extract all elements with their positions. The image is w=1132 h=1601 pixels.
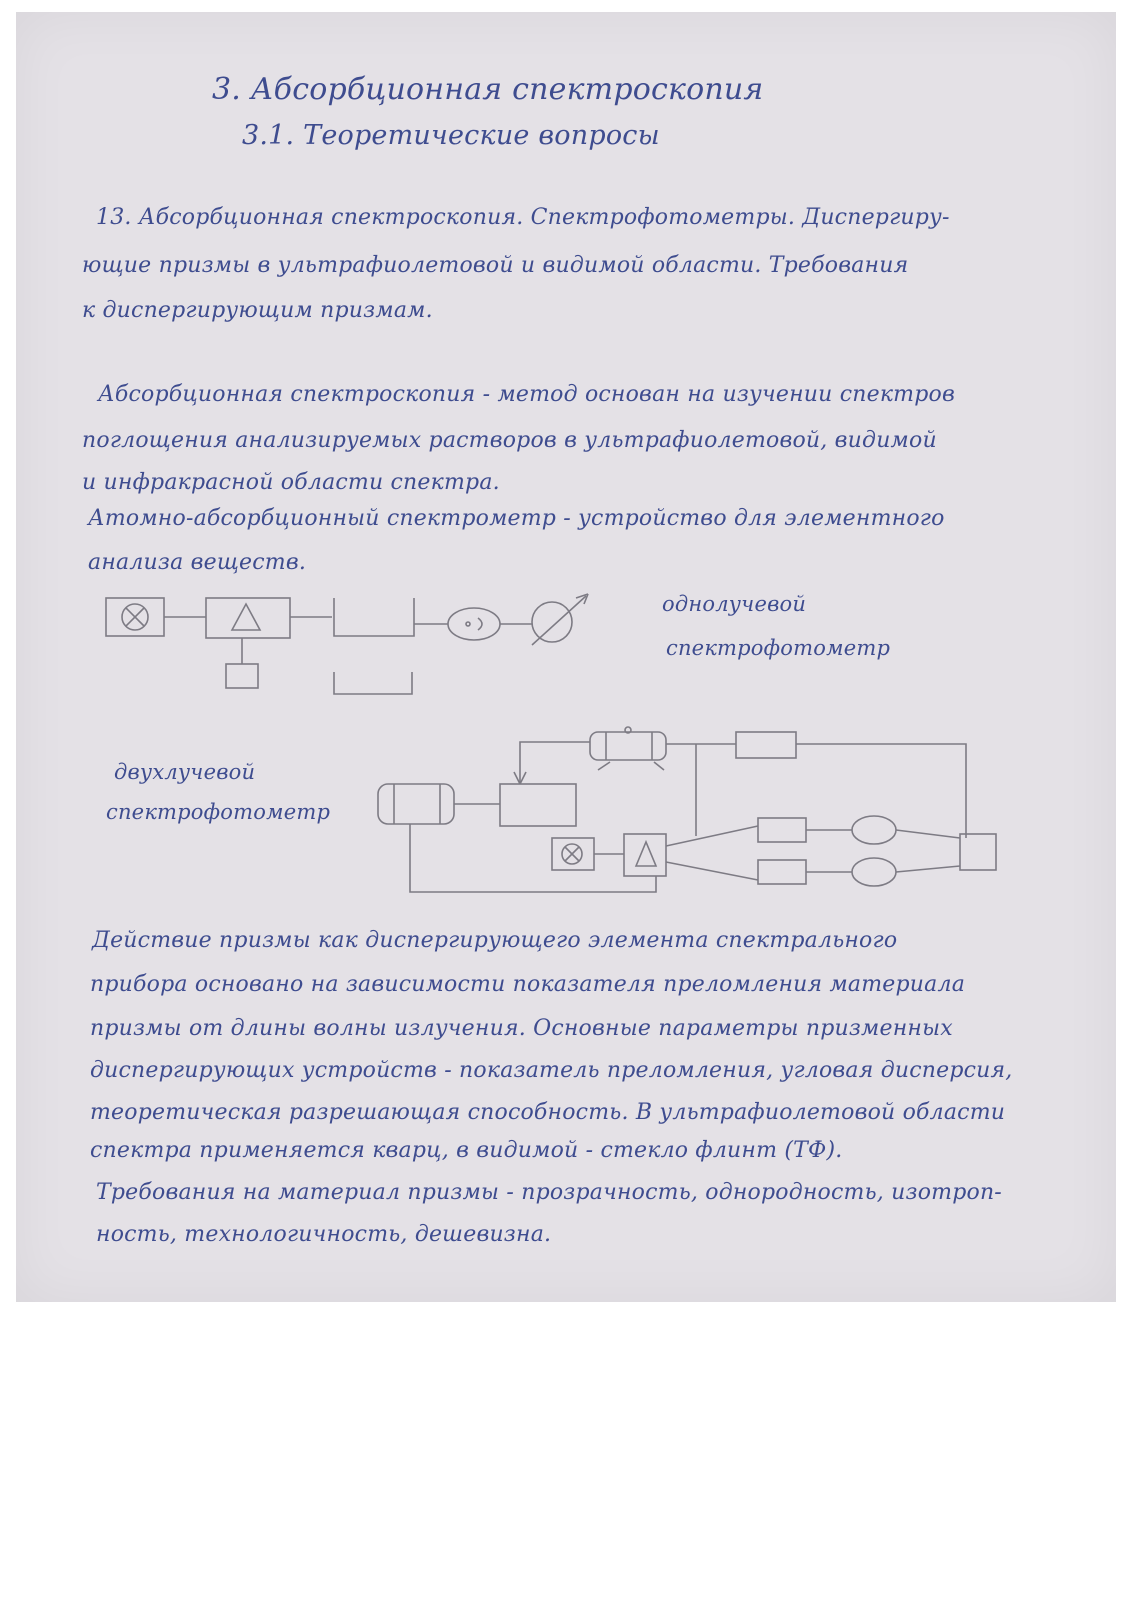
single-beam-label: однолучевой <box>662 592 807 616</box>
monochromator-icon <box>206 598 290 638</box>
answer-line: ность, технологичность, дешевизна. <box>96 1222 552 1247</box>
single-beam-diagram <box>106 594 588 694</box>
cuvette-icon <box>334 598 414 636</box>
sample-cuvette-icon <box>758 818 806 842</box>
answer-line: и инфракрасной области спектра. <box>82 470 500 495</box>
answer-line: поглощения анализируемых растворов в ультрафиолетовой, видимой <box>82 428 937 453</box>
reference-cuvette-icon <box>334 672 412 694</box>
answer-line: спектра применяется кварц, в видимой - стекло флинт (ТФ). <box>90 1138 843 1163</box>
servo-icon <box>736 732 796 758</box>
answer-line: Требования на материал призмы - прозрачность, однородность, изотроп- <box>96 1180 1002 1205</box>
amplifier-icon <box>500 784 576 826</box>
meter-icon <box>532 602 572 642</box>
detector-icon <box>448 608 500 640</box>
slit-block-icon <box>226 664 258 688</box>
detector-2-icon <box>852 858 896 886</box>
recorder-icon <box>590 732 666 760</box>
double-beam-label: двухлучевой <box>114 760 256 784</box>
answer-line: Атомно-абсорбционный спектрометр - устройство для элементного <box>88 506 945 531</box>
answer-line: призмы от длины волны излучения. Основные параметры призменных <box>90 1016 953 1041</box>
double-beam-diagram <box>378 727 996 892</box>
question-line: 13. Абсорбционная спектроскопия. Спектрофотометры. Диспергиру- <box>96 205 950 230</box>
question-line: ющие призмы в ультрафиолетовой и видимой области. Требования <box>82 253 909 278</box>
page-subheading: 3.1. Теоретические вопросы <box>242 120 660 151</box>
answer-line: Действие призмы как диспергирующего элемента спектрального <box>92 928 898 953</box>
question-line: к диспергирующим призмам. <box>82 298 433 323</box>
answer-line: диспергирующих устройств - показатель преломления, угловая дисперсия, <box>90 1058 1013 1083</box>
answer-line: прибора основано на зависимости показателя преломления материала <box>90 972 966 997</box>
single-beam-label: спектрофотометр <box>666 636 891 660</box>
answer-line: анализа веществ. <box>88 550 307 575</box>
source-housing-icon <box>378 784 454 824</box>
double-monochromator-icon <box>624 834 666 876</box>
answer-line: Абсорбционная спектроскопия - метод основан на изучении спектров <box>98 382 955 407</box>
answer-line: теоретическая разрешающая способность. В ультрафиолетовой области <box>90 1100 1006 1125</box>
page-heading: 3. Абсорбционная спектроскопия <box>212 72 764 107</box>
detector-1-icon <box>852 816 896 844</box>
reference-cell-icon <box>758 860 806 884</box>
comparator-icon <box>960 834 996 870</box>
double-beam-label: спектрофотометр <box>106 800 331 824</box>
